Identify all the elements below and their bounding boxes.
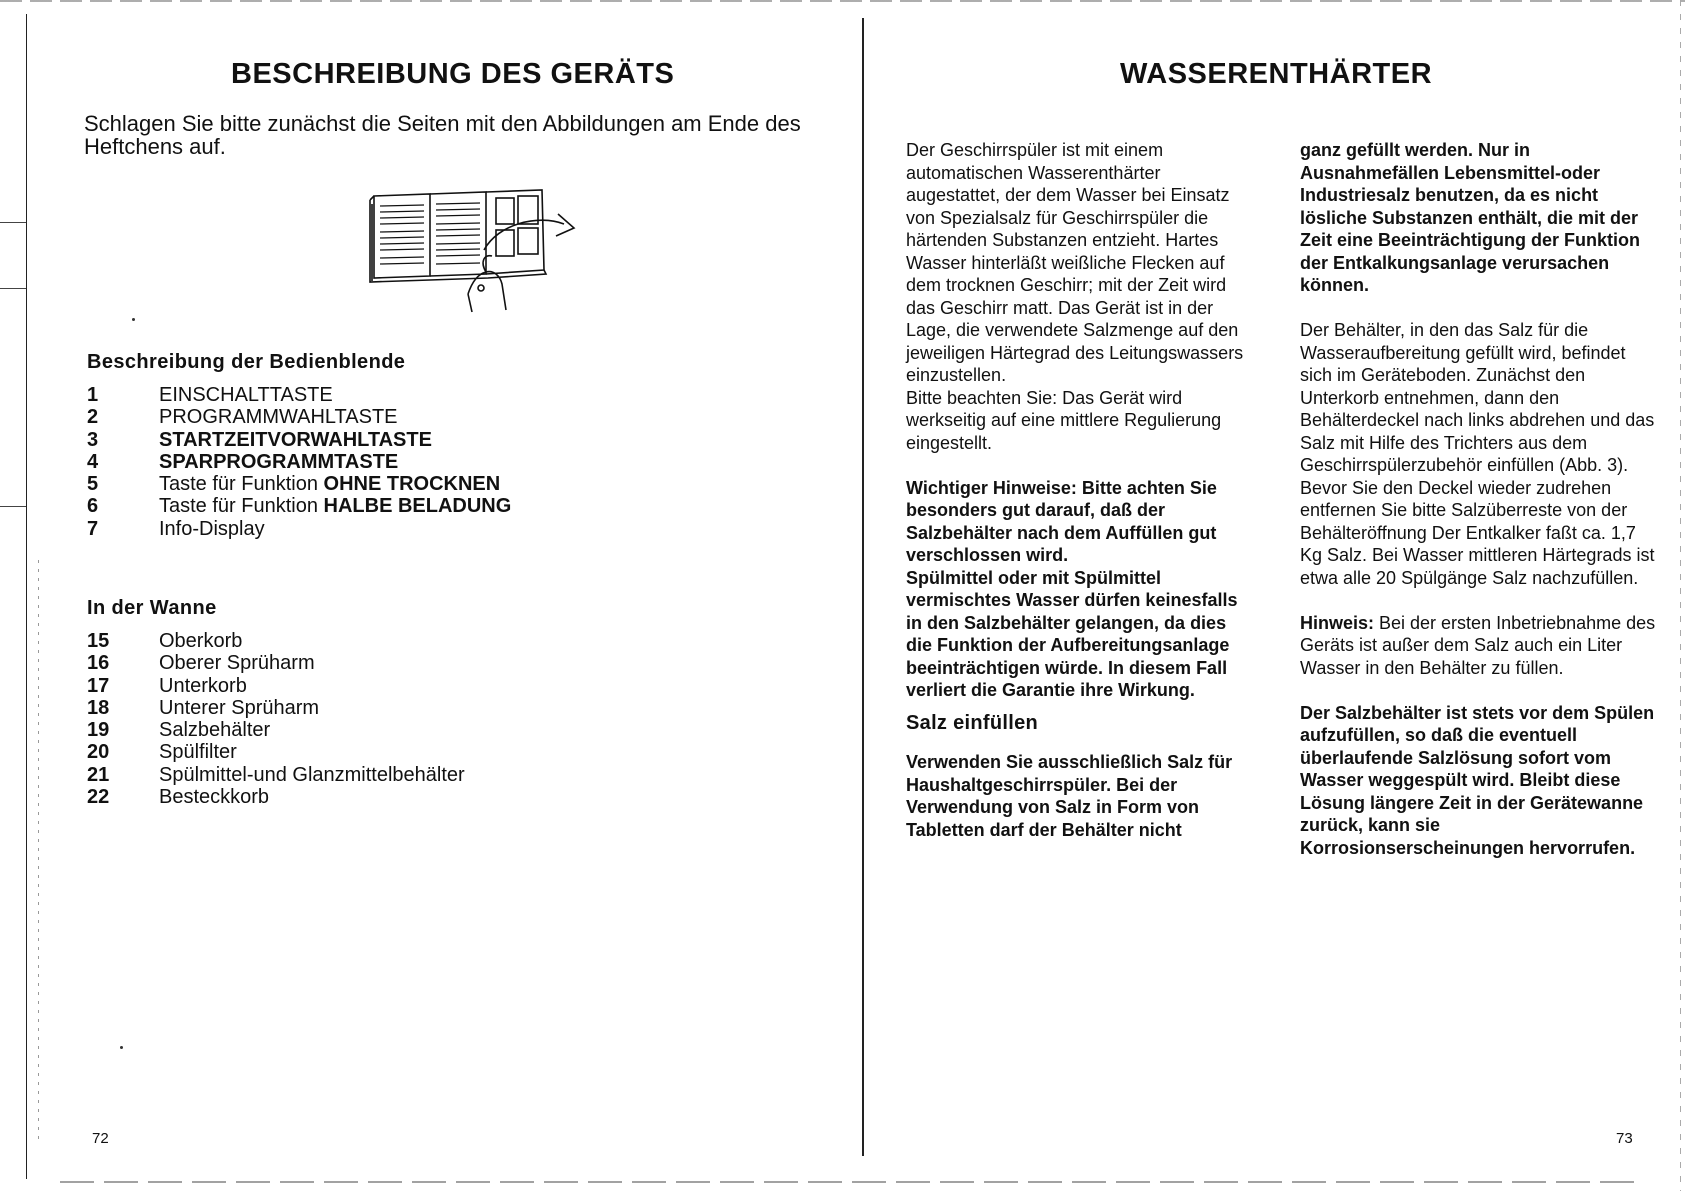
list-item: 2 PROGRAMMWAHLTASTE (87, 406, 398, 429)
paragraph: Bitte beachten Sie: Das Gerät wird werkseitig auf eine mittlere Regulierung eingestellt. (906, 387, 1222, 453)
list-item: 20 Spülfilter (87, 741, 237, 764)
page-title-left: BESCHREIBUNG DES GERÄTS (231, 58, 675, 90)
list-item: 16 Oberer Sprüharm (87, 652, 315, 675)
list-item: 6 Taste für Funktion HALBE BELADUNG (87, 495, 512, 518)
paragraph: Der Geschirrspüler ist mit einem automatischen Wasserenthärter augestattet, der dem Wasser bei Einsatz von Spezialsalz für Geschirrspüler die härtenden Substanzen entzieht. Hartes Wasser hinterläßt weißliche Flecken auf dem trocknen Geschirr; mit der Zeit wird das Geschirr matt. Das Gerät ist in der Lage, die verwendete Salzmenge auf den jeweiligen Härtegrad des Leitungswassers einzustellen. (906, 140, 1244, 385)
list-item: 5 Taste für Funktion OHNE TROCKNEN (87, 473, 501, 496)
text-column-2 (1300, 139, 1660, 859)
page-title-right: WASSERENTHÄRTER (1120, 58, 1433, 90)
list-item: 17 Unterkorb (87, 674, 247, 697)
page-number-left: 72 (92, 1130, 109, 1147)
list-item: 4 SPARPROGRAMMTASTE (87, 450, 399, 473)
list-item: 1 EINSCHALTTASTE (87, 384, 333, 406)
text-column-1 (906, 139, 1256, 841)
paragraph: Der Behälter, in den das Salz für die Wasseraufbereitung gefüllt wird, befindet sich im Geräteboden. Zunächst den Unterkorb entnehmen, dann den Behälterdeckel nach links abdrehen und das Salz mit Hilfe des Trichters aus dem Geschirrspülerzubehör einfüllen (Abb. 3). Bevor Sie den Deckel wieder zudrehen entfernen Sie bitte Salzüberreste von der Behälteröffnung Der Entkalker faßt ca. 1,7 Kg Salz. Bei Wasser mittleren Härtegrads ist etwa alle 20 Spülgänge Salz nachzufüllen. (1300, 320, 1655, 588)
scan-speck (120, 1046, 123, 1049)
list-item: 19 Salzbehälter (87, 719, 271, 742)
list-item: 18 Unterer Sprüharm (87, 696, 320, 719)
scan-speck (132, 318, 135, 321)
intro-text: Schlagen Sie bitte zunächst die Seiten mit den Abbildungen am Ende des Heftchens auf. (84, 111, 801, 159)
list-item: 15 Oberkorb (87, 630, 243, 652)
booklet-open-hand-icon (368, 184, 586, 314)
paragraph: Verwenden Sie ausschließlich Salz für Haushaltgeschirrspüler. Bei der Verwendung von Salz in Form von Tabletten darf der Behälter nicht (906, 752, 1233, 840)
tub-list (87, 630, 465, 808)
note-paragraph: Hinweis: Bei der ersten Inbetriebnahme des Geräts ist außer dem Salz auch ein Liter Wasser in den Behälter zu füllen. (1300, 612, 1656, 678)
warning-paragraph: Spülmittel oder mit Spülmittel vermischtes Wasser dürfen keinesfalls in den Salzbehälter gelangen, da dies die Funktion der Aufbereitungsanlage beeinträchtigen würde. In diesem Fall verliert die Garantie ihre Wirkung. (906, 567, 1238, 700)
list-item: 21 Spülmittel-und Glanzmittelbehälter (87, 763, 465, 786)
panel-list (87, 384, 511, 540)
paragraph: Der Salzbehälter ist stets vor dem Spülen aufzufüllen, so daß die eventuell überlaufende Salzlösung sofort vom Wasser weggespült wird. Bleibt diese Lösung längere Zeit in der Gerätewanne zurück, kann sie Korrosionserscheinungen hervorrufen. (1300, 702, 1655, 858)
warning-paragraph: Wichtiger Hinweise: Bitte achten Sie besonders gut darauf, daß der Salzbehälter nach dem Auffüllen gut verschlossen wird. (906, 477, 1217, 565)
list-item: 22 Besteckkorb (87, 786, 270, 809)
page-number-right: 73 (1616, 1130, 1633, 1147)
paragraph: ganz gefüllt werden. Nur in Ausnahmefällen Lebensmittel-oder Industriesalz benutzen, da es nicht lösliche Substanzen enthält, die mit der Zeit eine Beeinträchtigung der Funktion der Entkalkungsanlage verursachen können. (1300, 140, 1641, 295)
panel-heading: Beschreibung der Bedienblende (87, 351, 406, 373)
tub-heading: In der Wanne (87, 597, 217, 619)
list-item: 3 STARTZEITVORWAHLTASTE (87, 428, 432, 451)
list-item: 7 Info-Display (87, 517, 265, 540)
right-page (864, 0, 1685, 1191)
subheading-salt: Salz einfüllen (906, 711, 1039, 734)
